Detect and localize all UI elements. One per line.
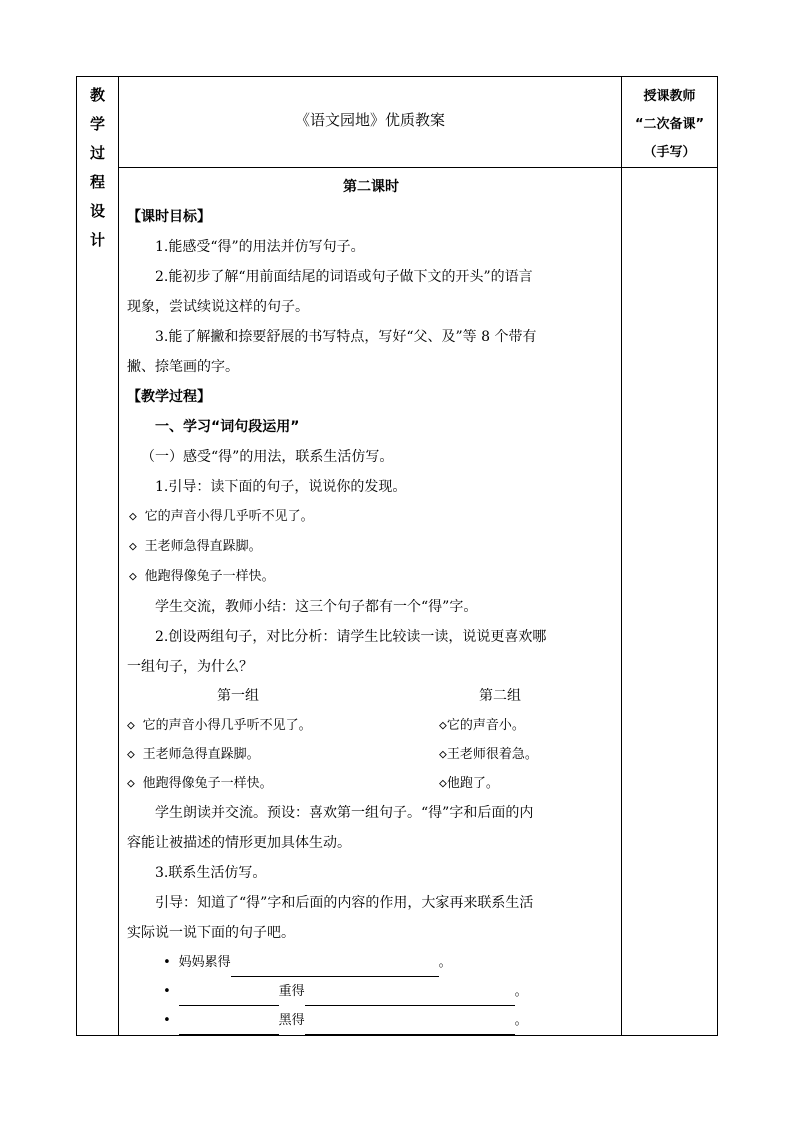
step-line: 1.引导：读下面的句子，说说你的发现。: [155, 479, 407, 495]
step-line: 一组句子，为什么？: [127, 659, 253, 675]
label-char: 设: [89, 202, 105, 220]
label-char: 学: [89, 115, 105, 133]
goal-line: 现象，尝试续说这样的句子。: [127, 299, 309, 315]
fill-blank[interactable]: [305, 987, 515, 1006]
goals-heading: 【课时目标】: [127, 209, 211, 225]
fill-blank[interactable]: [179, 1016, 279, 1035]
example-sentence: ◇ 王老师急得直跺脚。: [129, 539, 262, 554]
section-label-cell: [77, 77, 119, 1036]
fill-blank[interactable]: [305, 1016, 515, 1035]
notes-header-cell: [622, 77, 718, 168]
lesson-heading: 第二课时: [343, 179, 399, 195]
title-cell: [119, 77, 622, 168]
group2-sentence: ◇他跑了。: [439, 776, 499, 791]
notes-cell[interactable]: [622, 168, 718, 1036]
fill-in-item: [127, 948, 615, 977]
group2-title: 第二组: [479, 688, 521, 704]
label-char: 过: [89, 144, 105, 162]
second-prep-label: “二次备课”: [634, 117, 705, 132]
guide-line: 引导：知道了“得”字和后面的内容的作用，大家再来联系生活: [155, 895, 534, 911]
example-sentence: ◇ 他跑得像兔子一样快。: [129, 569, 275, 584]
teacher-label: 授课教师: [643, 89, 696, 104]
group-headings: [127, 682, 615, 711]
lesson-plan-table: [76, 76, 718, 1036]
label-char: 计: [89, 231, 105, 249]
fill-prefix: 妈妈累得: [178, 955, 231, 970]
summary-line: 学生交流，教师小结：这三个句子都有一个“得”字。: [155, 599, 478, 615]
group1-title: 第一组: [217, 688, 259, 704]
bullet: •: [163, 955, 171, 970]
goal-line: 2.能初步了解“用前面结尾的词语或句子做下文的开头”的语言: [155, 269, 533, 285]
comparison-row: [127, 769, 615, 798]
fill-in-item: [127, 977, 615, 1006]
fill-in-item: [127, 1006, 615, 1035]
group2-sentence: ◇它的声音小。: [439, 718, 525, 733]
fill-end: 。: [514, 1013, 528, 1028]
process-heading: 【教学过程】: [127, 389, 211, 405]
fill-end: 。: [438, 955, 452, 970]
bullet: •: [163, 984, 171, 999]
comparison-row: [127, 711, 615, 740]
comparison-row: [127, 740, 615, 769]
fill-middle: 重得: [278, 984, 305, 999]
goal-line: 撇、捺笔画的字。: [127, 359, 239, 375]
step-line: 2.创设两组句子，对比分析：请学生比较读一读，说说更喜欢哪: [155, 629, 547, 645]
fill-middle: 黑得: [278, 1013, 305, 1028]
fill-blank[interactable]: [231, 958, 439, 977]
goal-line: 3.能了解撇和捺要舒展的书写特点，写好“父、及”等 8 个带有: [155, 329, 537, 345]
label-char: 程: [89, 173, 105, 191]
subsection-heading: （一）感受“得”的用法，联系生活仿写。: [141, 449, 394, 465]
group1-sentence: ◇ 它的声音小得几乎听不见了。: [127, 718, 312, 733]
fill-end: 。: [514, 984, 528, 999]
group2-sentence: ◇王老师很着急。: [439, 747, 538, 762]
discussion-line: 学生朗读并交流。预设：喜欢第一组句子。“得”字和后面的内: [155, 805, 534, 821]
guide-line: 实际说一说下面的句子吧。: [127, 925, 295, 941]
content-cell: [119, 168, 622, 1036]
vertical-label: [77, 77, 118, 255]
section-heading: 一、学习“词句段运用”: [155, 419, 300, 435]
step-line: 3.联系生活仿写。: [155, 865, 267, 881]
group1-sentence: ◇ 他跑得像兔子一样快。: [127, 776, 273, 791]
example-sentence: ◇ 它的声音小得几乎听不见了。: [129, 509, 314, 524]
page-title: 《语文园地》优质教案: [294, 111, 445, 129]
group1-sentence: ◇ 王老师急得直跺脚。: [127, 747, 260, 762]
handwritten-label: （手写）: [643, 145, 696, 160]
label-char: 教: [89, 86, 105, 104]
bullet: •: [163, 1013, 171, 1028]
fill-blank[interactable]: [179, 987, 279, 1006]
goal-line: 1.能感受“得”的用法并仿写句子。: [155, 239, 365, 255]
discussion-line: 容能让被描述的情形更加具体生动。: [127, 835, 351, 851]
